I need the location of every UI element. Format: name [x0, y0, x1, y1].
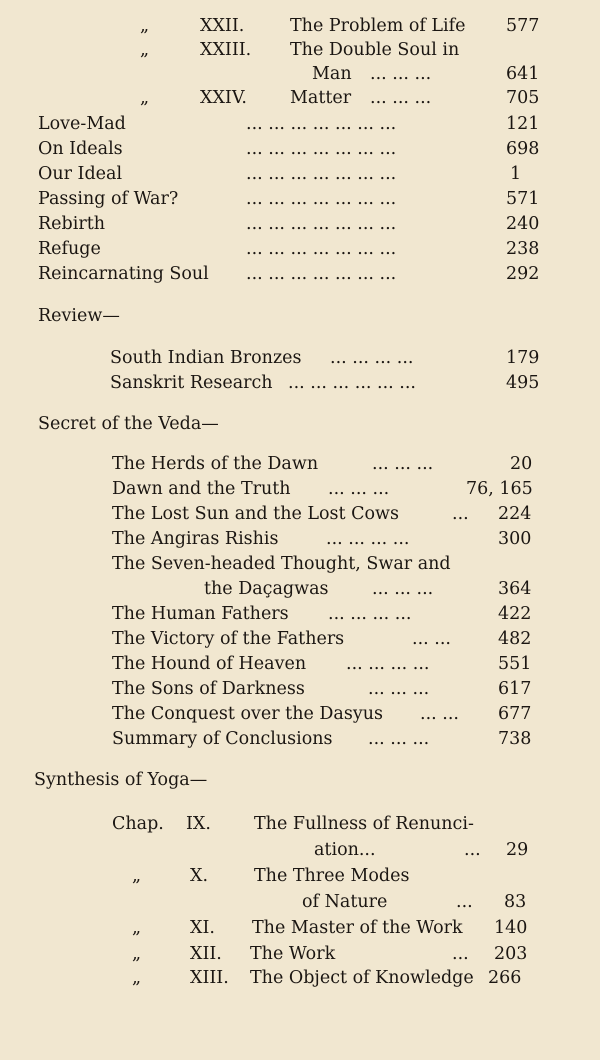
page-number: 495: [506, 373, 540, 393]
entry-title: The Victory of the Fathers: [112, 629, 345, 649]
chapter-label: Chap.: [112, 814, 164, 834]
page-number: 266: [488, 968, 522, 988]
leader-dots: ... ... ... ... ... ... ...: [246, 264, 397, 284]
leader-dots: ... ... ... ...: [330, 348, 414, 368]
entry-title: The Angiras Rishis: [112, 529, 279, 549]
ditto-mark: „: [132, 918, 142, 938]
entry-title: The Conquest over the Dasyus: [112, 704, 383, 724]
ditto-mark: „: [140, 16, 150, 36]
page-number: 551: [498, 654, 532, 674]
leader-dots: ... ... ...: [372, 579, 434, 599]
leader-dots: ...: [452, 944, 469, 964]
page-number: 29: [506, 840, 529, 860]
leader-dots: ...: [452, 504, 469, 524]
chapter-numeral: XIII.: [190, 968, 229, 988]
ditto-mark: „: [132, 944, 142, 964]
chapter-numeral: XXII.: [200, 16, 245, 36]
section-heading: Synthesis of Yoga—: [34, 770, 208, 790]
entry-title: South Indian Bronzes: [110, 348, 302, 368]
entry-title: The Three Modes: [254, 866, 410, 886]
leader-dots: ...: [456, 892, 473, 912]
chapter-numeral: XXIV.: [200, 88, 247, 108]
entry-title: The Herds of the Dawn: [112, 454, 319, 474]
entry-title: Reincarnating Soul: [38, 264, 209, 284]
entry-title: Our Ideal: [38, 164, 123, 184]
entry-title: On Ideals: [38, 139, 123, 159]
entry-title: The Lost Sun and the Lost Cows: [112, 504, 399, 524]
leader-dots: ... ... ... ... ... ... ...: [246, 114, 397, 134]
page-number: 617: [498, 679, 532, 699]
ditto-mark: „: [140, 40, 150, 60]
leader-dots: ... ... ... ...: [328, 604, 412, 624]
entry-title: The Work: [250, 944, 336, 964]
page-number: 203: [494, 944, 528, 964]
leader-dots: ... ... ...: [368, 679, 430, 699]
page-number: 641: [506, 64, 540, 84]
leader-dots: ... ...: [412, 629, 451, 649]
page-number: 140: [494, 918, 528, 938]
chapter-numeral: IX.: [186, 814, 211, 834]
page-number: 224: [498, 504, 532, 524]
page-number: 482: [498, 629, 532, 649]
entry-title: of Nature: [302, 892, 388, 912]
entry-title: Refuge: [38, 239, 101, 259]
leader-dots: ... ...: [420, 704, 459, 724]
leader-dots: ... ... ... ... ... ... ...: [246, 239, 397, 259]
entry-title: Matter: [290, 88, 352, 108]
ditto-mark: „: [140, 88, 150, 108]
chapter-numeral: XXIII.: [200, 40, 252, 60]
entry-title: Love-Mad: [38, 114, 126, 134]
entry-title: Passing of War?: [38, 189, 179, 209]
page-number: 677: [498, 704, 532, 724]
section-heading: Review—: [38, 306, 120, 326]
page-number: 240: [506, 214, 540, 234]
page-number: 364: [498, 579, 532, 599]
entry-title: The Master of the Work: [252, 918, 463, 938]
entry-title: Man: [312, 64, 352, 84]
ditto-mark: „: [132, 866, 142, 886]
entry-title: The Sons of Darkness: [112, 679, 305, 699]
page-number: 698: [506, 139, 540, 159]
entry-title: The Problem of Life: [290, 16, 466, 36]
entry-title: The Seven-headed Thought, Swar and: [112, 554, 451, 574]
entry-title: ation...: [314, 840, 376, 860]
page-number: 705: [506, 88, 540, 108]
page-number: 422: [498, 604, 532, 624]
leader-dots: ... ... ... ... ... ... ...: [246, 214, 397, 234]
page-number: 300: [498, 529, 532, 549]
entry-title: the Daçagwas: [204, 579, 329, 599]
page-number: 83: [504, 892, 527, 912]
leader-dots: ... ... ... ...: [346, 654, 430, 674]
leader-dots: ... ... ...: [370, 88, 432, 108]
entry-title: Sanskrit Research: [110, 373, 273, 393]
page-number: 238: [506, 239, 540, 259]
page-number: 1: [510, 164, 522, 184]
entry-title: Dawn and the Truth: [112, 479, 291, 499]
leader-dots: ... ... ... ... ... ... ...: [246, 164, 397, 184]
page-number: 76, 165: [466, 479, 533, 499]
chapter-numeral: X.: [190, 866, 209, 886]
leader-dots: ... ... ...: [328, 479, 390, 499]
page-number: 292: [506, 264, 540, 284]
leader-dots: ...: [464, 840, 481, 860]
page-number: 20: [510, 454, 533, 474]
entry-title: The Hound of Heaven: [112, 654, 307, 674]
section-heading: Secret of the Veda—: [38, 414, 219, 434]
page-number: 121: [506, 114, 540, 134]
entry-title: The Object of Knowledge: [250, 968, 474, 988]
chapter-numeral: XI.: [190, 918, 215, 938]
leader-dots: ... ... ... ... ... ... ...: [246, 189, 397, 209]
leader-dots: ... ... ... ... ... ...: [288, 373, 416, 393]
ditto-mark: „: [132, 968, 142, 988]
leader-dots: ... ... ... ...: [326, 529, 410, 549]
page-number: 738: [498, 729, 532, 749]
leader-dots: ... ... ...: [370, 64, 432, 84]
entry-title: Summary of Conclusions: [112, 729, 333, 749]
entry-title: The Human Fathers: [112, 604, 289, 624]
entry-title: The Fullness of Renunci-: [254, 814, 474, 834]
page-number: 571: [506, 189, 540, 209]
page-number: 179: [506, 348, 540, 368]
entry-title: The Double Soul in: [290, 40, 460, 60]
leader-dots: ... ... ...: [372, 454, 434, 474]
leader-dots: ... ... ... ... ... ... ...: [246, 139, 397, 159]
leader-dots: ... ... ...: [368, 729, 430, 749]
chapter-numeral: XII.: [190, 944, 222, 964]
page-number: 577: [506, 16, 540, 36]
entry-title: Rebirth: [38, 214, 106, 234]
